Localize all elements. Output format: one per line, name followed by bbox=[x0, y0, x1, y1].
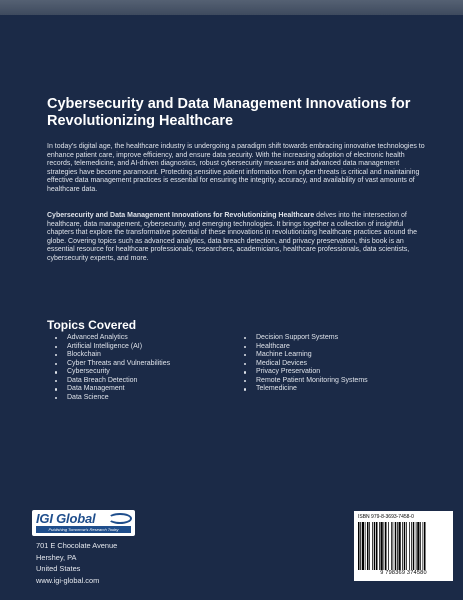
logo-swoosh-icon bbox=[108, 513, 132, 524]
barcode-bar bbox=[369, 522, 370, 570]
igi-global-logo bbox=[32, 510, 135, 536]
barcode-bar bbox=[399, 522, 401, 570]
barcode-bar bbox=[391, 522, 392, 570]
barcode-bar bbox=[385, 522, 387, 570]
barcode-bar bbox=[411, 522, 412, 570]
topic-item: Machine Learning bbox=[236, 351, 368, 360]
topic-item: Data Science bbox=[47, 394, 170, 403]
description-bold-title: Cybersecurity and Data Management Innovations for Revolutionizing Healthcare bbox=[47, 212, 315, 219]
barcode-bar bbox=[409, 522, 410, 570]
barcode-bar bbox=[423, 522, 424, 570]
isbn-barcode bbox=[354, 511, 453, 581]
barcode-bar bbox=[381, 522, 383, 570]
barcode-digits: 9 798369 374580 bbox=[380, 570, 427, 576]
topic-item: Remote Patient Monitoring Systems bbox=[236, 377, 368, 386]
topics-heading: Topics Covered bbox=[47, 318, 137, 332]
barcode-bar bbox=[417, 522, 419, 570]
topic-item: Artificial Intelligence (AI) bbox=[47, 343, 170, 352]
book-title: Cybersecurity and Data Management Innovations for Revolutionizing Healthcare bbox=[47, 96, 411, 129]
topic-item: Privacy Preservation bbox=[236, 368, 368, 377]
barcode-bar bbox=[374, 522, 376, 570]
description-rest: delves into the intersection of healthcare, data management, cybersecurity, and emerging technologies. It brings together a collection of insightful chapters that explore the transformative potential of these innovations in revolutionizing healthcare practices around the globe. Covering topics such as advanced analytics, data breach detection, and privacy preservation, this book is an essential resource for healthcare professionals, researchers, academicians, healthcare professionals, data scientists, cybersecurity experts, and more. bbox=[47, 212, 418, 262]
barcode-bar bbox=[393, 522, 394, 570]
isbn-label: ISBN 979-8-3693-7458-0 bbox=[358, 514, 414, 520]
topic-item: Cybersecurity bbox=[47, 368, 170, 377]
topic-item: Telemedicine bbox=[236, 385, 368, 394]
barcode-bar bbox=[376, 522, 378, 570]
address-line-2: Hershey, PA bbox=[36, 552, 77, 562]
topic-item: Healthcare bbox=[236, 343, 368, 352]
topic-item: Cyber Threats and Vulnerabilities bbox=[47, 360, 170, 369]
address-line-1: 701 E Chocolate Avenue bbox=[36, 541, 118, 550]
barcode-bar bbox=[358, 522, 360, 570]
barcode-bar bbox=[424, 522, 426, 570]
topics-list-right bbox=[236, 334, 368, 394]
address-line-3: United States bbox=[36, 564, 81, 574]
topics-list-left bbox=[47, 334, 170, 402]
barcode-bar bbox=[367, 522, 369, 570]
barcode-bar bbox=[397, 522, 398, 570]
top-bar bbox=[0, 0, 463, 15]
logo-tagline: Publishing Tomorrow's Research Today bbox=[36, 526, 131, 533]
topic-item: Decision Support Systems bbox=[236, 334, 368, 343]
barcode-bar bbox=[362, 522, 364, 570]
barcode-bar bbox=[420, 522, 421, 570]
barcode-bar bbox=[388, 522, 389, 570]
barcode-bar bbox=[402, 522, 403, 570]
barcode-bar bbox=[395, 522, 397, 570]
barcode-bar bbox=[360, 522, 361, 570]
logo-text: IGI Global bbox=[36, 511, 96, 526]
barcode-bar bbox=[416, 522, 417, 570]
topic-item: Medical Devices bbox=[236, 360, 368, 369]
description-paragraph-1: In today's digital age, the healthcare industry is undergoing a paradigm shift towards embracing innovative technologies to enhance patient care, improve efficiency, and ensure data security. With the increasing adoption of electronic health records, telemedicine, and AI-driven diagnostics, robust cybersecurity measures and advanced data management strategies have become paramount. Protecting sensitive patient information from cyber threats is critical and maintaining effective data management practices is essential for ensuring the integrity, accuracy, and availability of vast amounts of healthcare data. bbox=[47, 143, 425, 193]
topic-item: Blockchain bbox=[47, 351, 170, 360]
barcode-bar bbox=[365, 522, 366, 570]
barcode-bar bbox=[372, 522, 373, 570]
barcode-bar bbox=[379, 522, 380, 570]
topic-item: Advanced Analytics bbox=[47, 334, 170, 343]
publisher-address bbox=[36, 540, 117, 586]
barcode-bar bbox=[404, 522, 406, 570]
publisher-website: www.igi-global.com bbox=[36, 575, 100, 585]
description-paragraph-2 bbox=[47, 212, 427, 264]
barcode-bars bbox=[358, 522, 449, 570]
topic-item: Data Breach Detection bbox=[47, 377, 170, 386]
barcode-bar bbox=[406, 522, 407, 570]
topic-item: Data Management bbox=[47, 385, 170, 394]
barcode-bar bbox=[384, 522, 385, 570]
barcode-bar bbox=[413, 522, 415, 570]
